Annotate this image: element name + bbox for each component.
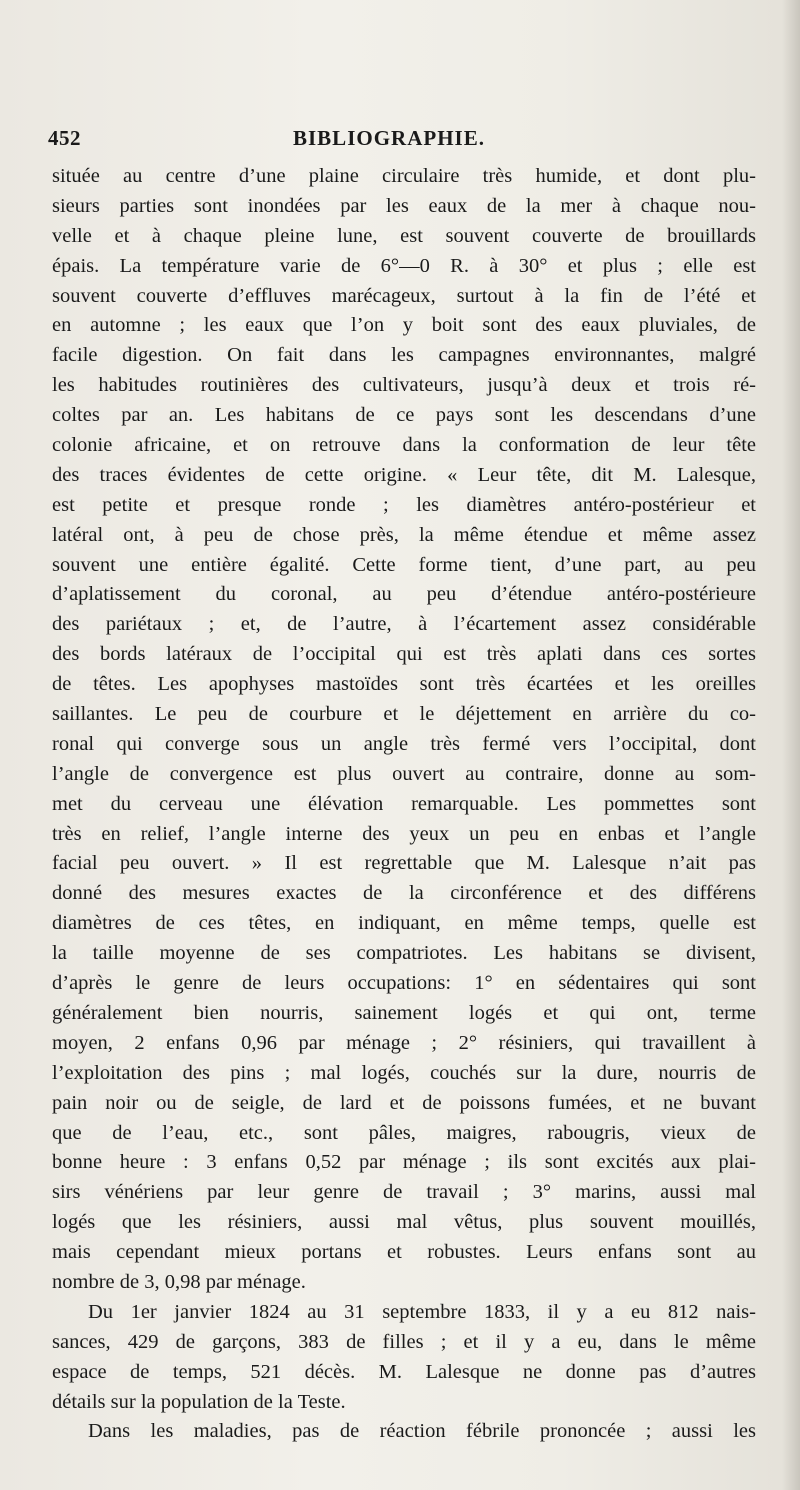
text-line: Dans les maladies, pas de réaction fébrile prononcée ; aussi les	[88, 1420, 756, 1443]
text-line: sances, 429 de garçons, 383 de filles ; et il y a eu, dans le même	[52, 1330, 756, 1353]
text-line: donné des mesures exactes de la circonférence et des différens	[52, 882, 756, 905]
text-line: diamètres de ces têtes, en indiquant, en même temps, quelle est	[52, 912, 756, 935]
text-line: détails sur la population de la Teste.	[52, 1390, 346, 1413]
body-text	[52, 162, 756, 1447]
text-line: moyen, 2 enfans 0,96 par ménage ; 2° résiniers, qui travaillent à	[52, 1031, 756, 1054]
text-line: met du cerveau une élévation remarquable. Les pommettes sont	[52, 792, 756, 815]
text-line: généralement bien nourris, sainement logés et qui ont, terme	[52, 1001, 756, 1024]
text-line: l’exploitation des pins ; mal logés, couchés sur la dure, nourris de	[52, 1061, 756, 1084]
text-line: ronal qui converge sous un angle très fermé vers l’occipital, dont	[52, 732, 756, 755]
text-line: facial peu ouvert. » Il est regrettable que M. Lalesque n’ait pas	[52, 852, 756, 875]
running-head: BIBLIOGRAPHIE.	[293, 126, 485, 150]
text-line: en automne ; les eaux que l’on y boit sont des eaux pluviales, de	[52, 314, 756, 337]
text-line: bonne heure : 3 enfans 0,52 par ménage ; ils sont excités aux plai-	[52, 1151, 756, 1174]
text-line: souvent une entière égalité. Cette forme tient, d’une part, au peu	[52, 553, 756, 576]
text-line: saillantes. Le peu de courbure et le déjettement en arrière du co-	[52, 703, 756, 726]
text-line: de têtes. Les apophyses mastoïdes sont très écartées et les oreilles	[52, 673, 756, 696]
text-line: colonie africaine, et on retrouve dans la conformation de leur tête	[52, 434, 756, 457]
text-line: des bords latéraux de l’occipital qui est très aplati dans ces sortes	[52, 643, 756, 666]
text-line: pain noir ou de seigle, de lard et de poissons fumées, et ne buvant	[52, 1091, 756, 1114]
text-line: velle et à chaque pleine lune, est souvent couverte de brouillards	[52, 224, 756, 247]
text-line: est petite et presque ronde ; les diamètres antéro-postérieur et	[52, 493, 756, 516]
text-line: épais. La température varie de 6°—0 R. à 30° et plus ; elle est	[52, 254, 756, 277]
text-line: d’aplatissement du coronal, au peu d’étendue antéro-postérieure	[52, 583, 756, 606]
text-line: nombre de 3, 0,98 par ménage.	[52, 1270, 306, 1293]
text-line: souvent couverte d’effluves marécageux, surtout à la fin de l’été et	[52, 284, 756, 307]
text-line: coltes par an. Les habitans de ce pays sont les descendans d’une	[52, 404, 756, 427]
text-line: des traces évidentes de cette origine. « Leur tête, dit M. Lalesque,	[52, 463, 756, 486]
text-line: sieurs parties sont inondées par les eaux de la mer à chaque nou-	[52, 194, 756, 217]
text-line: l’angle de convergence est plus ouvert au contraire, donne au som-	[52, 762, 756, 785]
text-line: d’après le genre de leurs occupations: 1° en sédentaires qui sont	[52, 972, 756, 995]
text-line: espace de temps, 521 décès. M. Lalesque ne donne pas d’autres	[52, 1360, 756, 1383]
text-line: latéral ont, à peu de chose près, la même étendue et même assez	[52, 523, 756, 546]
text-line: Du 1er janvier 1824 au 31 septembre 1833, il y a eu 812 nais-	[88, 1300, 756, 1323]
page-edge-shadow	[782, 0, 800, 1490]
page-number: 452	[48, 126, 81, 150]
text-line: mais cependant mieux portans et robustes. Leurs enfans sont au	[52, 1241, 756, 1264]
text-line: que de l’eau, etc., sont pâles, maigres, rabougris, vieux de	[52, 1121, 756, 1144]
text-line: très en relief, l’angle interne des yeux un peu en enbas et l’angle	[52, 822, 756, 845]
text-line: les habitudes routinières des cultivateurs, jusqu’à deux et trois ré-	[52, 374, 756, 397]
text-line: sirs vénériens par leur genre de travail ; 3° marins, aussi mal	[52, 1181, 756, 1204]
text-line: la taille moyenne de ses compatriotes. Les habitans se divisent,	[52, 942, 756, 965]
text-line: des pariétaux ; et, de l’autre, à l’écartement assez considérable	[52, 613, 756, 636]
text-line: facile digestion. On fait dans les campagnes environnantes, malgré	[52, 344, 756, 367]
text-line: logés que les résiniers, aussi mal vêtus, plus souvent mouillés,	[52, 1211, 756, 1234]
text-line: située au centre d’une plaine circulaire très humide, et dont plu-	[52, 165, 756, 187]
page-header	[48, 126, 758, 156]
